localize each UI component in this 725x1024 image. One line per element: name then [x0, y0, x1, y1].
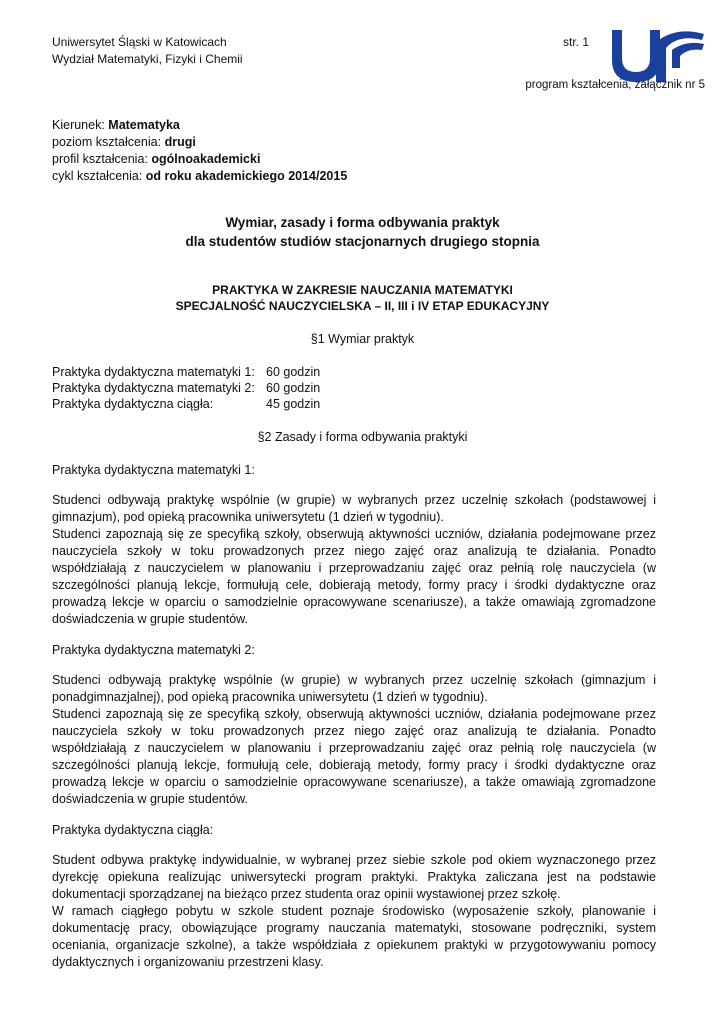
practice3-description: Student odbywa praktykę indywidualnie, w wybranej przez siebie szkole pod okiem wyznaczonego przez dyrekcję opiekuna realizując uniwersytecki program praktyki. Praktyka zaliczana jest na podstawie dokumentacji sporządzanej na bieżąco przez studenta oraz opinii wystawionej przez szkołę. W ramach ciągłego pobytu w szkole student poznaje środowisko (wyposażenie szkoły, planowanie i dokumentację pracy, obowiązujące programy nauczania matematyki, stosowane podręczniki, system oceniania, organizacje szkolne), a także współdziała z opiekunem praktyki w przygotowywaniu pomocy dydaktycznych i organizowaniu przestrzeni klasy. [52, 853, 656, 969]
document-title: Wymiar, zasady i forma odbywania praktyk dla studentów studiów stacjonarnych drugiego stopnia [185, 215, 540, 249]
table-row: Praktyka dydaktyczna matematyki 2: 60 godzin [52, 381, 321, 395]
faculty-name: Wydział Matematyki, Fizyki i Chemii [52, 52, 243, 66]
level-value: drugi [164, 135, 196, 149]
practice2-label: Praktyka dydaktyczna matematyki 2: [52, 643, 255, 657]
university-name: Uniwersytet Śląski w Katowicach [52, 35, 227, 49]
table-row: Praktyka dydaktyczna matematyki 1: 60 godzin [52, 365, 321, 379]
field-value: Matematyka [108, 118, 180, 132]
header-institution [52, 34, 243, 68]
document-subtitle: PRAKTYKA W ZAKRESIE NAUCZANIA MATEMATYKI SPECJALNOŚĆ NAUCZYCIELSKA – II, III i IV ETAP EDUKACYJNY [175, 283, 550, 313]
hours-table [52, 364, 320, 412]
section1-heading: §1 Wymiar praktyk [310, 332, 415, 346]
practice3-label: Praktyka dydaktyczna ciągła: [52, 823, 214, 837]
table-row: Praktyka dydaktyczna ciągła: 45 godzin [52, 397, 321, 411]
annex-label: program kształcenia, załącznik nr 5 [525, 79, 705, 91]
program-meta: Kierunek: Matematyka poziom kształcenia: drugi profil kształcenia: ogólnoakademicki cykl kształcenia: od roku akademickiego 2014/2015 [52, 118, 348, 183]
section2-heading: §2 Zasady i forma odbywania praktyki [257, 430, 468, 444]
page-number: str. 1 [563, 35, 590, 49]
cycle-value: od roku akademickiego 2014/2015 [145, 169, 348, 183]
practice2-description: Studenci odbywają praktykę wspólnie (w grupie) w wybranych przez uczelnię szkołach (gimnazjum i ponadgimnazjalnej), pod opieką pracownika uniwersytetu (1 dzień w tygodniu). Studenci zapoznają się ze specyfiką szkoły, obserwują aktywności uczniów, działania podejmowane przez nauczyciela szkoły w toku prowadzonych przez niego zajęć oraz analizują te działania. Ponadto współdziałają z nauczycielem w planowaniu i przeprowadzaniu zajęć oraz pełnią rolę nauczyciela (w szczególności planują lekcje, formułują cele, dobierają metody, formy pracy i środki dydaktyczne oraz prowadzą lekcje w oparciu o samodzielnie opracowywane scenariusze), a także omawiają zgromadzone doświadczenia w grupie studentów. [52, 673, 656, 806]
practice1-description: Studenci odbywają praktykę wspólnie (w grupie) w wybranych przez uczelnię szkołach (podstawowej i gimnazjum), pod opieką pracownika uniwersytetu (1 dzień w tygodniu). Studenci zapoznają się ze specyfiką szkoły, obserwują aktywności uczniów, działania podejmowane przez nauczyciela szkoły w toku prowadzonych przez niego zajęć oraz analizują te działania. Ponadto współdziałają z nauczycielem w planowaniu i przeprowadzaniu zajęć oraz pełnią rolę nauczyciela (w szczególności planują lekcje, formułują cele, dobierają metody, formy pracy i środki dydaktyczne oraz prowadzą lekcje w oparciu o samodzielnie opracowywane scenariusze), a także omawiają zgromadzone doświadczenia w grupie studentów. [52, 493, 656, 626]
profile-value: ogólnoakademicki [151, 152, 261, 166]
practice1-label: Praktyka dydaktyczna matematyki 1: [52, 463, 255, 477]
